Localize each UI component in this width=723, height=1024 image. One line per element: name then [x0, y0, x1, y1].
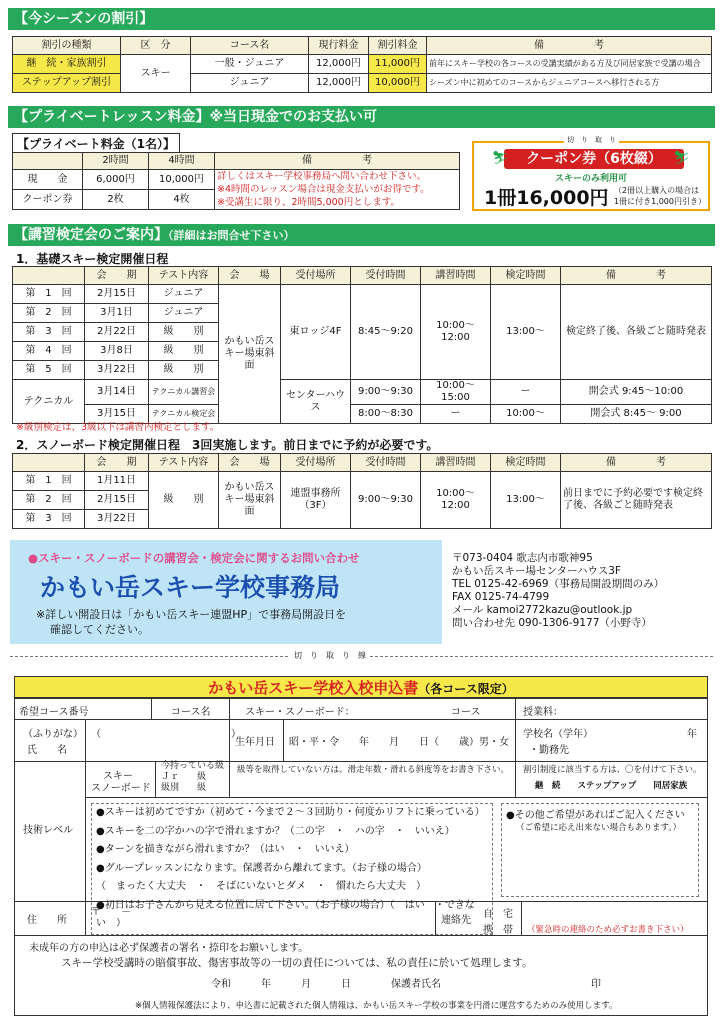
col-header: 受付時間: [351, 267, 421, 285]
table-cell: 13:00～: [491, 472, 561, 529]
coupon-note: [614, 185, 706, 207]
form-title-text: かもい岳スキー学校入校申込書: [208, 679, 419, 697]
col-header: 備 考: [561, 267, 712, 285]
liability-note: スキー学校受講時の賠償事故、傷害事故等の一切の責任については、私の責任に於いて処理します。: [61, 957, 533, 969]
ski-note: ※級別検定は、3級以下は講習内検定とします。: [16, 422, 220, 433]
grade-holding: 今持っている級: [161, 761, 225, 771]
no-grade-note: 級等を取得していない方は、滑走年数・滑れる斜度等をお書き下さい。: [237, 765, 510, 775]
office-name: かもい岳スキー学校事務局: [40, 573, 341, 602]
emergency-note: （緊急時の連絡のため必ずお書き下さい）: [527, 925, 689, 935]
address-line: 〒073-0404 歌志内市歌神95: [452, 552, 593, 564]
ski-sb-label: スキー・スノーボード：: [245, 707, 355, 718]
table-cell: クーポン券: [13, 190, 83, 210]
table-cell: 第 5 回: [13, 361, 85, 380]
table-cell: 13:00～: [491, 285, 561, 380]
table-cell: 8:45～9:20: [351, 285, 421, 380]
table-cell: 4枚: [149, 190, 215, 210]
table-cell: 10:00～12:00: [421, 472, 491, 529]
coupon-note-line: （2冊以上購入の場合は: [614, 186, 700, 195]
col-header: 検定時間: [491, 454, 561, 472]
table-cell: かもい岳スキー場東斜面: [219, 472, 281, 529]
coupon-note-line: 1冊に付き1,000円引き）: [614, 197, 706, 206]
application-form: [14, 698, 708, 1016]
privacy-note: ※個人情報保護法により、申込書に記載された個人情報は、かもい岳スキー学校の事業を円滑に運営するためのみ使用します。: [135, 1001, 618, 1011]
form-title-sub: （各コース限定）: [418, 682, 514, 696]
table-cell: シーズン中に初めてのコースからジュニアコースへ移行される方: [427, 74, 712, 93]
coupon-price: 1冊16,000円: [484, 187, 609, 209]
ski-schedule-table: [12, 266, 712, 424]
minor-note: 未成年の方の申込は必ず保護者の署名・捺印をお願いします。: [29, 943, 309, 954]
cut-line-label: 切 り 取 り 線: [290, 650, 370, 661]
table-cell: テクニカル検定会: [149, 405, 219, 424]
table-cell: ジュニア: [149, 285, 219, 304]
table-cell: 10:00～: [491, 405, 561, 424]
col-header: テスト内容: [149, 267, 219, 285]
table-cell: 第 2 回: [13, 491, 85, 510]
work-label: ・勤務先: [529, 745, 569, 756]
contact-details: [442, 540, 713, 644]
table-cell: 10,000円: [149, 170, 215, 190]
col-header: 講習時間: [421, 267, 491, 285]
table-cell: 前年にスキー学校の各コースの受講実績がある方及び同居家族で受講の場合: [427, 55, 712, 74]
snowboard-label: スノーボード: [91, 783, 151, 794]
year-label: 年: [687, 729, 697, 740]
coupon-title: クーポン券（6枚綴）: [504, 149, 684, 169]
table-cell: ジュニア: [191, 74, 309, 93]
table-cell: 9:00～9:30: [351, 472, 421, 529]
course-name-label: コース名: [171, 707, 211, 718]
question-line[interactable]: ●初日はお子さんから見える位置に居て下さい。（お子様の場合）（ はい ・できない ）: [96, 899, 475, 929]
course-no-label: 希望コース番号: [19, 707, 89, 718]
discount-section-title: 【今シーズンの割引】: [8, 8, 715, 30]
mobile-line: 問い合わせ先 090-1306-9177（小野寺）: [452, 617, 652, 629]
contact-note: 確認してください。: [50, 623, 149, 636]
table-cell: ステップアップ割引: [13, 74, 121, 93]
note-line: 詳しくはスキー学校事務局へ問い合わせ下さい。: [217, 171, 427, 182]
table-cell: 3月8日: [85, 342, 149, 361]
question-line[interactable]: （ まったく大丈夫 ・ そばにいないとダメ ・ 慣れたら大丈夫 ）: [96, 881, 426, 892]
grade-kyu: 級別 級: [161, 783, 207, 793]
table-cell: 10:00～15:00: [421, 380, 491, 405]
col-header: 会 期: [85, 454, 149, 472]
other-label: ●その他ご希望があればご記入ください: [506, 810, 685, 821]
table-cell: ー: [491, 380, 561, 405]
table-cell: 連盟事務所（3F）: [281, 472, 351, 529]
table-cell: 3月22日: [85, 510, 149, 529]
address-label: 住 所: [27, 915, 67, 926]
table-cell: 10:00～12:00: [421, 285, 491, 380]
table-cell: センターハウス: [281, 380, 351, 424]
col-header: 受付時間: [351, 454, 421, 472]
col-header: 会 場: [219, 454, 281, 472]
table-cell: 2月15日: [85, 285, 149, 304]
furigana-field[interactable]: （ ）: [91, 729, 241, 740]
snowboard-schedule-table: [12, 453, 712, 529]
col-header: 会 場: [219, 267, 281, 285]
tel-line: TEL 0125-42-6969（事務局開設期間のみ）: [452, 578, 665, 590]
col-header: 検定時間: [491, 267, 561, 285]
col-header: 区 分: [121, 37, 191, 55]
table-cell: 2月15日: [85, 491, 149, 510]
mail-line[interactable]: メール kamoi2772kazu@outlook.jp: [452, 604, 633, 616]
skier-icon: ⛷: [673, 151, 690, 166]
table-cell: 開会式 8:45～ 9:00: [561, 405, 712, 424]
table-cell: 6,000円: [83, 170, 149, 190]
table-cell: 第 3 回: [13, 323, 85, 342]
table-cell: 2月22日: [85, 323, 149, 342]
table-cell: 12,000円: [309, 74, 369, 93]
ski-label: スキー: [103, 771, 133, 782]
exam-title: 【講習検定会のご案内】: [14, 227, 168, 243]
other-requests-box[interactable]: [501, 803, 699, 897]
table-cell: 1月11日: [85, 472, 149, 491]
table-cell: スキー: [121, 55, 191, 93]
table-cell: テクニカル講習会: [149, 380, 219, 405]
exam-section-title: [8, 224, 715, 246]
col-header: 受付場所: [281, 267, 351, 285]
private-notes: [215, 170, 460, 210]
question-line[interactable]: ●スキーは初めてですか（初めて・今まで２～３回助り・何度かリフトに乗っている）: [96, 807, 485, 818]
col-header: 会 期: [85, 267, 149, 285]
contact-note: ※詳しい開設日は「かもい岳スキー連盟HP」で事務局開設日を: [36, 608, 347, 621]
col-header: 講習時間: [421, 454, 491, 472]
contact-lead: ●スキー・スノーボードの講習会・検定会に関するお問い合わせ: [28, 551, 360, 565]
question-line[interactable]: ●グループレッスンになります。保護者から離れてます。（お子様の場合）: [96, 862, 427, 874]
grade-jr: Ｊｒ 級: [161, 772, 207, 782]
table-cell: 級 別: [149, 323, 219, 342]
table-cell: 第 1 回: [13, 472, 85, 491]
tech-questions: [91, 803, 493, 935]
table-cell: 検定終了後、各級ごと随時発表: [561, 285, 712, 380]
table-cell: 級 別: [149, 342, 219, 361]
private-table: [12, 152, 460, 210]
col-header: 受付場所: [281, 454, 351, 472]
table-cell: 9:00～9:30: [351, 380, 421, 405]
table-cell: ー: [421, 405, 491, 424]
snowboard-schedule-title: 2．スノーボード検定開催日程 3回実施します。前日までに予約が必要です。: [16, 438, 439, 452]
col-header: 2時間: [83, 153, 149, 170]
birthday-field[interactable]: 昭・平・令 年 月 日（ 歳）男・女: [289, 737, 509, 748]
col-header: 4時間: [149, 153, 215, 170]
table-cell: 3月22日: [85, 361, 149, 380]
coupon-sub: スキーのみ利用可: [554, 174, 627, 184]
table-cell: 10,000円: [369, 74, 427, 93]
table-cell: 11,000円: [369, 55, 427, 74]
table-cell: 3月1日: [85, 304, 149, 323]
other-sub: （ご希望に応え出来ない場合もあります。）: [516, 823, 682, 833]
discount-question: 割引制度に該当する方は、〇を付けて下さい。: [523, 765, 702, 775]
table-cell: 東ロッジ4F: [281, 285, 351, 380]
form-title: [14, 676, 708, 698]
table-cell: 第 4 回: [13, 342, 85, 361]
signature-line[interactable]: 令和 年 月 日 保護者氏名 印: [211, 979, 601, 990]
course-label: コース: [451, 707, 481, 718]
contact-box: [10, 540, 442, 644]
col-header: コース名: [191, 37, 309, 55]
table-cell: 8:00～8:30: [351, 405, 421, 424]
table-cell: 継 続・家族割引: [13, 55, 121, 74]
contact-label: 連絡先: [441, 915, 471, 926]
col-header: 備 考: [215, 153, 460, 170]
coupon-cut-label: 切 り 取 り: [564, 135, 619, 145]
school-label: 学校名（学年）: [523, 729, 593, 740]
birthday-label: 生年月日: [235, 737, 275, 748]
table-cell: テクニカル: [13, 380, 85, 424]
col-header: 割引の種類: [13, 37, 121, 55]
table-cell: 一般・ジュニア: [191, 55, 309, 74]
address-line: かもい岳スキー場センターハウス3F: [452, 565, 621, 577]
table-cell: 第 2 回: [13, 304, 85, 323]
table-cell: 級 別: [149, 472, 219, 529]
table-cell: 前日までに予約必要です検定終了後、各級ごと随時発表: [561, 472, 712, 529]
table-cell: 開会式 9:45～10:00: [561, 380, 712, 405]
question-line[interactable]: ●スキーを二の字かハの字で滑れますか？（二の字 ・ ハの字 ・ いいえ）: [96, 825, 455, 837]
postal-field[interactable]: 〒 －: [91, 907, 131, 918]
note-line: ※4時間のレッスン場合は現金支払いがお得です。: [217, 184, 430, 195]
col-header: [13, 454, 85, 472]
table-cell: 2枚: [83, 190, 149, 210]
skier-icon: ⛷: [492, 151, 509, 166]
col-header: [13, 267, 85, 285]
name-label: 氏 名: [27, 745, 67, 756]
col-header: テスト内容: [149, 454, 219, 472]
note-line: ※受講生に限り、2時間5,000円とします。: [217, 197, 400, 208]
table-cell: 3月15日: [85, 405, 149, 424]
col-header: 備 考: [427, 37, 712, 55]
mobile-label: 携 帯: [483, 925, 513, 936]
private-box-title: 【プライベート料金（1名）】: [12, 133, 180, 154]
col-header: 割引料金: [369, 37, 427, 55]
question-line[interactable]: ●ターンを描きながら滑れますか？（はい ・ いいえ）: [96, 844, 355, 855]
col-header: [13, 153, 83, 170]
discount-options[interactable]: 継 続 ステップアップ 同居家族: [535, 781, 688, 791]
private-section-title: 【プライベートレッスン料金】※当日現金でのお支払い可: [8, 106, 715, 128]
table-cell: 現 金: [13, 170, 83, 190]
fax-line: FAX 0125-74-4799: [452, 591, 550, 603]
coupon-box: [472, 136, 710, 211]
discount-table: [12, 36, 712, 93]
tech-level-label: 技術レベル: [23, 825, 73, 836]
table-cell: 3月14日: [85, 380, 149, 405]
exam-title-sub: （詳細はお問合せ下さい）: [168, 229, 295, 242]
ski-schedule-title: 1．基礎スキー検定開催日程: [16, 252, 169, 266]
table-cell: 級 別: [149, 361, 219, 380]
furigana-label: （ふりがな）: [23, 729, 83, 740]
table-cell: 12,000円: [309, 55, 369, 74]
table-cell: 第 1 回: [13, 285, 85, 304]
table-cell: ジュニア: [149, 304, 219, 323]
table-cell: 第 3 回: [13, 510, 85, 529]
home-label: 自 宅: [483, 909, 513, 920]
col-header: 現行料金: [309, 37, 369, 55]
table-cell: かもい岳スキー場東斜面: [219, 285, 281, 424]
grade-box: [161, 761, 224, 794]
col-header: 備 考: [561, 454, 712, 472]
fee-label: 授業料：: [523, 707, 563, 718]
